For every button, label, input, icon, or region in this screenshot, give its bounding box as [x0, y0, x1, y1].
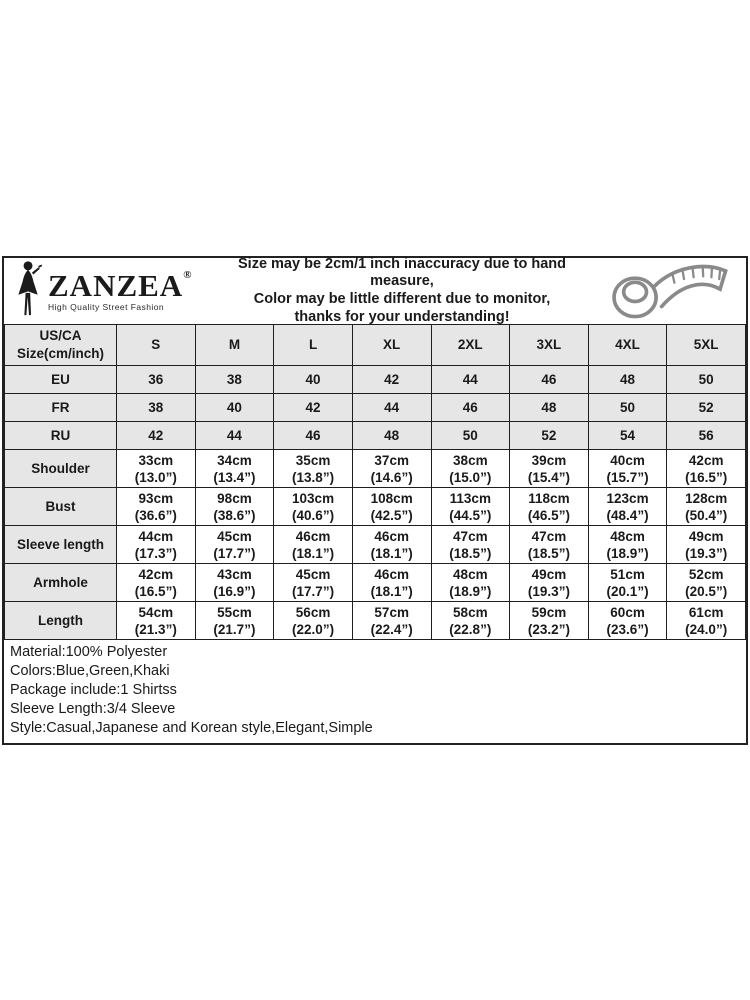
- row-label-cell: Shoulder: [5, 450, 117, 488]
- measurement-value-cell: 48cm (18.9”): [588, 526, 667, 564]
- size-column-header: M: [195, 325, 274, 366]
- size-chart-sheet: [2, 256, 748, 745]
- sheet-header: [4, 255, 746, 325]
- size-disclaimer: [210, 256, 594, 327]
- measurement-value-cell: 47cm (18.5”): [510, 526, 589, 564]
- measurement-row: [5, 488, 746, 526]
- size-value-cell: 46: [274, 422, 353, 450]
- measurement-value-cell: 49cm (19.3”): [510, 564, 589, 602]
- size-value-cell: 38: [117, 394, 196, 422]
- measurement-value-cell: 93cm (36.6”): [117, 488, 196, 526]
- size-value-cell: 48: [588, 366, 667, 394]
- size-value-cell: 48: [510, 394, 589, 422]
- size-column-header: 4XL: [588, 325, 667, 366]
- measurement-value-cell: 61cm (24.0”): [667, 602, 746, 640]
- size-column-header: S: [117, 325, 196, 366]
- measurement-value-cell: 58cm (22.8”): [431, 602, 510, 640]
- size-value-cell: 42: [274, 394, 353, 422]
- brand-tagline: High Quality Street Fashion: [48, 302, 165, 313]
- row-label-cell: Sleeve length: [5, 526, 117, 564]
- measurement-value-cell: 39cm (15.4”): [510, 450, 589, 488]
- size-value-cell: 44: [195, 422, 274, 450]
- detail-line: Colors:Blue,Green,Khaki: [10, 663, 170, 679]
- measurement-value-cell: 35cm (13.8”): [274, 450, 353, 488]
- size-value-cell: 50: [588, 394, 667, 422]
- size-value-cell: 54: [588, 422, 667, 450]
- measurement-value-cell: 48cm (18.9”): [431, 564, 510, 602]
- measurement-value-cell: 108cm (42.5”): [352, 488, 431, 526]
- measurement-value-cell: 60cm (23.6”): [588, 602, 667, 640]
- measurement-value-cell: 59cm (23.2”): [510, 602, 589, 640]
- measurement-value-cell: 103cm (40.6”): [274, 488, 353, 526]
- size-value-cell: 52: [667, 394, 746, 422]
- measurement-value-cell: 56cm (22.0”): [274, 602, 353, 640]
- measurement-value-cell: 55cm (21.7”): [195, 602, 274, 640]
- measurement-value-cell: 43cm (16.9”): [195, 564, 274, 602]
- measurement-row: [5, 564, 746, 602]
- measurement-value-cell: 46cm (18.1”): [352, 526, 431, 564]
- measurement-value-cell: 33cm (13.0”): [117, 450, 196, 488]
- size-column-header: XL: [352, 325, 431, 366]
- disclaimer-line: Color may be little different due to monitor,: [253, 291, 551, 307]
- detail-line: Style:Casual,Japanese and Korean style,Elegant,Simple: [10, 720, 373, 736]
- size-table: [4, 324, 746, 640]
- size-value-cell: 40: [195, 394, 274, 422]
- size-value-cell: 46: [510, 366, 589, 394]
- corner-header-cell: US/CA Size(cm/inch): [5, 325, 117, 366]
- detail-line: Sleeve Length:3/4 Sleeve: [10, 701, 176, 717]
- size-value-cell: 46: [431, 394, 510, 422]
- measurement-value-cell: 123cm (48.4”): [588, 488, 667, 526]
- registered-mark: ®: [183, 269, 193, 282]
- size-column-header: 5XL: [667, 325, 746, 366]
- brand-name: ZANZEA®: [48, 268, 193, 304]
- measurement-row: [5, 450, 746, 488]
- measurement-value-cell: 98cm (38.6”): [195, 488, 274, 526]
- region-size-row: [5, 422, 746, 450]
- woman-silhouette-icon: [14, 260, 44, 323]
- size-column-header: 3XL: [510, 325, 589, 366]
- size-value-cell: 56: [667, 422, 746, 450]
- size-value-cell: 48: [352, 422, 431, 450]
- size-value-cell: 36: [117, 366, 196, 394]
- measurement-value-cell: 45cm (17.7”): [274, 564, 353, 602]
- measurement-row: [5, 526, 746, 564]
- size-column-header: L: [274, 325, 353, 366]
- table-header-row: [5, 325, 746, 366]
- size-value-cell: 50: [667, 366, 746, 394]
- measurement-value-cell: 46cm (18.1”): [352, 564, 431, 602]
- measurement-value-cell: 118cm (46.5”): [510, 488, 589, 526]
- size-value-cell: 38: [195, 366, 274, 394]
- detail-line: Material:100% Polyester: [10, 644, 168, 660]
- region-size-row: [5, 394, 746, 422]
- measurement-value-cell: 49cm (19.3”): [667, 526, 746, 564]
- row-label-cell: Length: [5, 602, 117, 640]
- measurement-value-cell: 38cm (15.0”): [431, 450, 510, 488]
- size-column-header: 2XL: [431, 325, 510, 366]
- size-value-cell: 44: [352, 394, 431, 422]
- measurement-value-cell: 42cm (16.5”): [117, 564, 196, 602]
- measurement-value-cell: 45cm (17.7”): [195, 526, 274, 564]
- brand-logo: [8, 260, 210, 323]
- measurement-value-cell: 57cm (22.4”): [352, 602, 431, 640]
- measuring-tape-icon: [594, 259, 742, 323]
- measurement-value-cell: 54cm (21.3”): [117, 602, 196, 640]
- measurement-value-cell: 37cm (14.6”): [352, 450, 431, 488]
- measurement-value-cell: 51cm (20.1”): [588, 564, 667, 602]
- measurement-value-cell: 52cm (20.5”): [667, 564, 746, 602]
- row-label-cell: FR: [5, 394, 117, 422]
- size-value-cell: 40: [274, 366, 353, 394]
- measurement-value-cell: 46cm (18.1”): [274, 526, 353, 564]
- detail-line: Package include:1 Shirtss: [10, 682, 177, 698]
- measurement-value-cell: 128cm (50.4”): [667, 488, 746, 526]
- brand-text: [48, 270, 192, 312]
- row-label-cell: RU: [5, 422, 117, 450]
- measurement-value-cell: 34cm (13.4”): [195, 450, 274, 488]
- measurement-row: [5, 602, 746, 640]
- size-value-cell: 52: [510, 422, 589, 450]
- measurement-value-cell: 113cm (44.5”): [431, 488, 510, 526]
- disclaimer-line: thanks for your understanding!: [294, 308, 510, 325]
- row-label-cell: Armhole: [5, 564, 117, 602]
- size-value-cell: 44: [431, 366, 510, 394]
- region-size-row: [5, 366, 746, 394]
- product-details: [4, 640, 746, 743]
- measurement-value-cell: 40cm (15.7”): [588, 450, 667, 488]
- measurement-value-cell: 44cm (17.3”): [117, 526, 196, 564]
- row-label-cell: EU: [5, 366, 117, 394]
- measurement-value-cell: 42cm (16.5”): [667, 450, 746, 488]
- measurement-value-cell: 47cm (18.5”): [431, 526, 510, 564]
- disclaimer-line: Size may be 2cm/1 inch inaccuracy due to hand measure,: [238, 255, 566, 290]
- row-label-cell: Bust: [5, 488, 117, 526]
- size-value-cell: 50: [431, 422, 510, 450]
- size-value-cell: 42: [352, 366, 431, 394]
- size-value-cell: 42: [117, 422, 196, 450]
